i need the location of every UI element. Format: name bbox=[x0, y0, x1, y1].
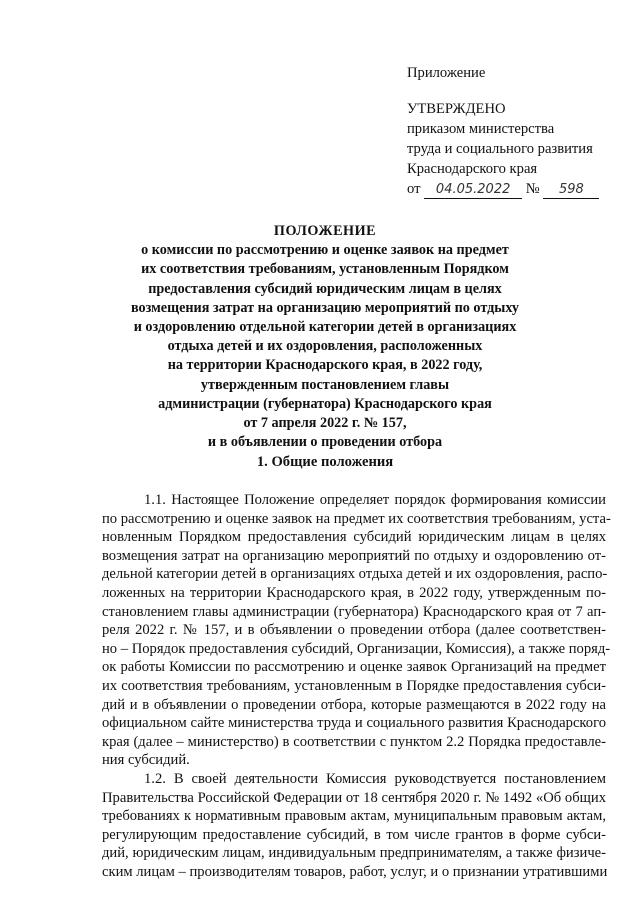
title-line: о комиссии по рассмотрению и оценке заявок на предмет bbox=[141, 242, 509, 259]
handwritten-date: 04.05.2022 bbox=[424, 182, 522, 199]
paragraph-line: но – Порядок предоставления субсидий, Организации, Комиссия), а также поряд- bbox=[102, 640, 611, 657]
title-heading: ПОЛОЖЕНИЕ bbox=[273, 223, 377, 239]
paragraph-line: дельной категории детей в организациях отдыха детей и их оздоровления, распо- bbox=[102, 566, 608, 583]
paragraph-line: реля 2022 г. № 157, и в объявлении о проведении отбора (далее соответствен- bbox=[102, 622, 606, 639]
document-title bbox=[60, 222, 590, 452]
paragraph-line: дий, юридическим лицам, индивидуальным предпринимателям, а также физиче- bbox=[102, 845, 606, 862]
number-prefix: № bbox=[525, 181, 540, 197]
paragraph-line: 1.2. В своей деятельности Комиссия руководствуется постановлением bbox=[144, 770, 606, 787]
paragraph-line: становлением главы администрации (губернатора) Краснодарского края от 7 ап- bbox=[102, 603, 606, 620]
approval-block bbox=[407, 63, 632, 199]
paragraph-line: их соответствия требованиям, установленным в Порядке предоставления субси- bbox=[102, 677, 606, 694]
title-line: и в объявлении о проведении отбора bbox=[207, 434, 443, 451]
paragraph-line: возмещения затрат на организацию мероприятий по отдыху и оздоровлению от- bbox=[102, 547, 606, 564]
paragraph-line: требованиях к нормативным правовым актам, муниципальным правовым актам, bbox=[102, 808, 606, 825]
paragraph-line: ния субсидий. bbox=[102, 752, 190, 769]
section-heading: 1. Общие положения bbox=[256, 454, 394, 470]
appendix-label: Приложение bbox=[407, 65, 486, 81]
title-line: предоставления субсидий юридическим лицам в целях bbox=[148, 280, 502, 297]
approved-label: УТВЕРЖДЕНО bbox=[407, 101, 506, 117]
title-line: отдыха детей и их оздоровления, расположенных bbox=[167, 338, 483, 355]
title-line: их соответствия требованиям, установленным Порядком bbox=[141, 261, 509, 278]
approval-line-3: Краснодарского края bbox=[407, 161, 538, 177]
paragraph-line: дий и в объявлении о проведении отбора, которые размещаются в 2022 году на bbox=[102, 696, 606, 713]
title-line: администрации (губернатора) Краснодарского края bbox=[158, 395, 492, 412]
paragraph-line: края (далее – министерство) в соответствии с пунктом 2.2 Порядка предоставле- bbox=[102, 733, 606, 750]
paragraph-line: ложенных на территории Краснодарского края, в 2022 году, утвержденным по- bbox=[102, 584, 606, 601]
title-line: и оздоровлению отдельной категории детей в организациях bbox=[133, 319, 517, 336]
paragraph-line: по рассмотрению и оценке заявок на предмет их соответствия требованиям, уста- bbox=[102, 510, 611, 527]
title-line: на территории Краснодарского края, в 2022 году, bbox=[167, 357, 483, 374]
date-prefix: от bbox=[407, 181, 421, 197]
approval-line-2: труда и социального развития bbox=[407, 141, 593, 157]
paragraph-line: 1.1. Настоящее Положение определяет порядок формирования комиссии bbox=[144, 492, 606, 508]
paragraph-line: новленным Порядком предоставления субсидий юридическим лицам в целях bbox=[102, 529, 606, 546]
order-date-number-line bbox=[407, 179, 632, 199]
body-text bbox=[102, 491, 611, 881]
paragraph-line: ским лицам – производителям товаров, работ, услуг, и о признании утратившими bbox=[102, 863, 608, 880]
title-line: возмещения затрат на организацию мероприятий по отдыху bbox=[130, 299, 519, 316]
title-line: утвержденным постановлением главы bbox=[200, 376, 450, 393]
paragraph-line: регулирующим предоставление субсидий, в том числе грантов в форме субси- bbox=[102, 826, 606, 843]
approval-line-1: приказом министерства bbox=[407, 121, 555, 137]
paragraph-line: Правительства Российской Федерации от 18 сентября 2020 г. № 1492 «Об общих bbox=[102, 789, 606, 806]
paragraph-line: официальном сайте министерства труда и социального развития Краснодарского bbox=[102, 715, 606, 732]
handwritten-number: 598 bbox=[543, 182, 599, 199]
paragraph-line: ок работы Комиссии по рассмотрению и оценке заявок Организаций на предмет bbox=[102, 659, 606, 676]
title-line: от 7 апреля 2022 г. № 157, bbox=[243, 415, 407, 432]
